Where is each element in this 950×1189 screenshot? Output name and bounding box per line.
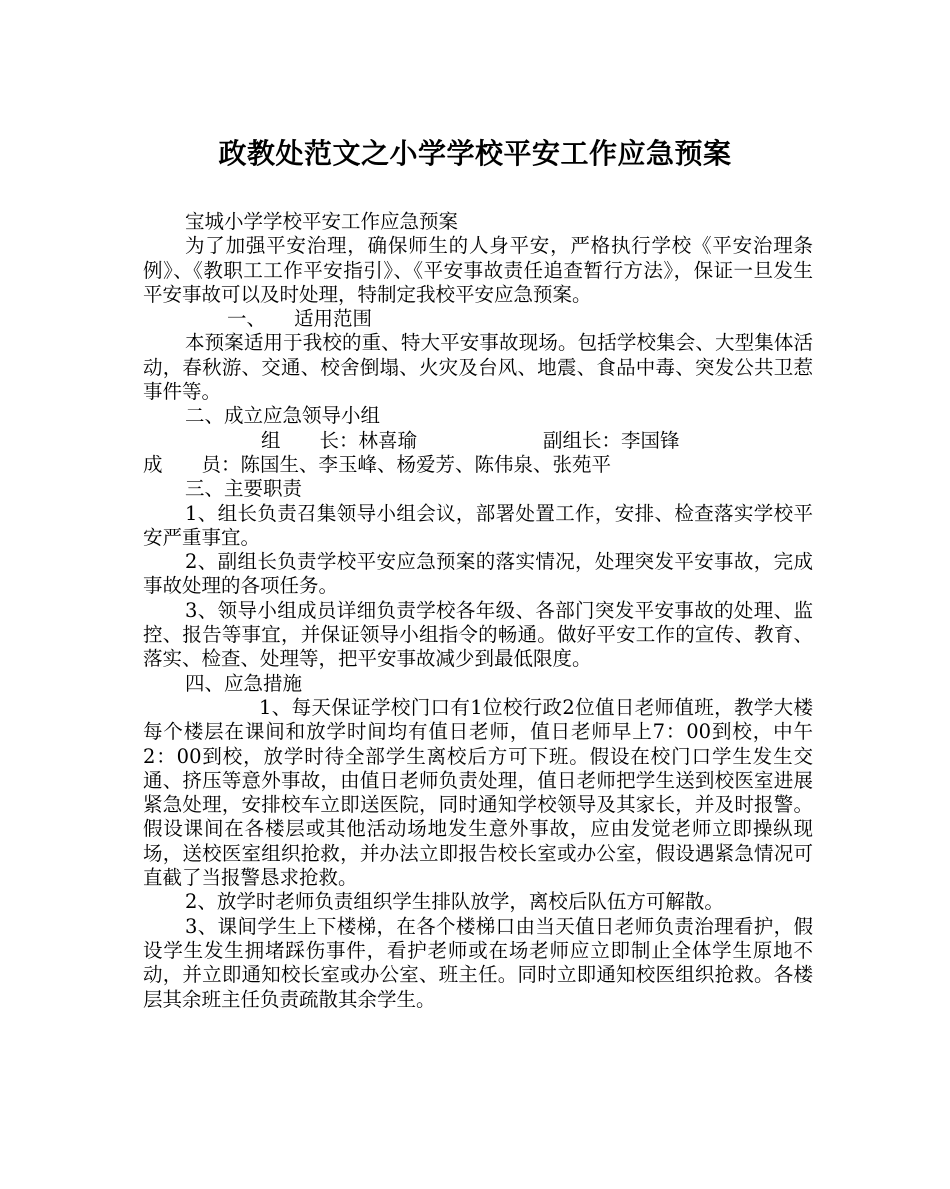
- group-leader: 组 长：林喜瑜: [261, 428, 418, 452]
- section3-heading: 三、主要职责: [185, 477, 303, 501]
- section4-heading: 四、应急措施: [185, 671, 303, 695]
- document-title: 政教处范文之小学学校平安工作应急预案: [218, 137, 732, 170]
- section2-heading: 二、成立应急领导小组: [185, 404, 381, 428]
- section3-item-3: 3、领导小组成员详细负责学校各年级、各部门突发平安事故的处理、监控、报告等事宜，并保证领导小组指令的畅通。做好平安工作的宣传、教育、落实、检查、处理等，把平安事故减少到最低限度。: [143, 598, 813, 671]
- section1-paragraph: 本预案适用于我校的重、特大平安事故现场。包括学校集会、大型集体活动，春秋游、交通、校舍倒塌、火灾及台风、地震、食品中毒、突发公共卫惹事件等。: [143, 331, 813, 404]
- section1-heading: [143, 307, 813, 331]
- section3-item-2: 2、副组长负责学校平安应急预案的落实情况，处理突发平安事故，完成事故处理的各项任务。: [143, 550, 813, 598]
- leaders-line: [143, 429, 813, 453]
- document-body: [143, 210, 813, 1012]
- section4-item-2: 2、放学时老师负责组织学生排队放学，离校后队伍方可解散。: [185, 890, 724, 914]
- intro-paragraph: 为了加强平安治理，确保师生的人身平安，严格执行学校《平安治理条例》、《教职工工作平安指引》、《平安事故责任追查暂行方法》，保证一旦发生平安事故可以及时处理，特制定我校平安应急预案。: [143, 234, 813, 306]
- section4-item-3: 3、课间学生上下楼梯，在各个楼梯口由当天值日老师负责治理看护，假设学生发生拥堵踩伤事件，看护老师或在场老师应立即制止全体学生原地不动，并立即通知校长室或办公室、班主任。同时立即通知校医组织抢救。各楼层其余班主任负责疏散其余学生。: [143, 914, 813, 1011]
- section1-number: 一、: [227, 307, 267, 331]
- deputy-leader: 副组长：李国锋: [543, 428, 680, 452]
- section3-item-1: 1、组长负责召集领导小组会议，部署处置工作，安排、检查落实学校平安严重事宜。: [143, 501, 813, 549]
- section1-title: 适用范围: [294, 307, 373, 331]
- section4-item-1: 1、每天保证学校门口有1位校行政2位值日老师值班，教学大楼每个楼层在课间和放学时间均有值日老师，值日老师早上7：00到校，中午2：00到校，放学时待全部学生离校后方可下班。假设在校门口学生发生交通、挤压等意外事故，由值日老师负责处理，值日老师把学生送到校医室进展紧急处理，安排校车立即送医院，同时通知学校领导及其家长，并及时报警。假设课间在各楼层或其他活动场地发生意外事故，应由发觉老师立即操纵现场，送校医室组织抢救，并办法立即报告校长室或办公室，假设遇紧急情况可直截了当报警恳求抢救。: [143, 695, 813, 890]
- group-members: 成 员：陈国生、李玉峰、杨爱芳、陈伟泉、张苑平: [143, 452, 612, 476]
- document-subtitle: 宝城小学学校平安工作应急预案: [185, 210, 459, 233]
